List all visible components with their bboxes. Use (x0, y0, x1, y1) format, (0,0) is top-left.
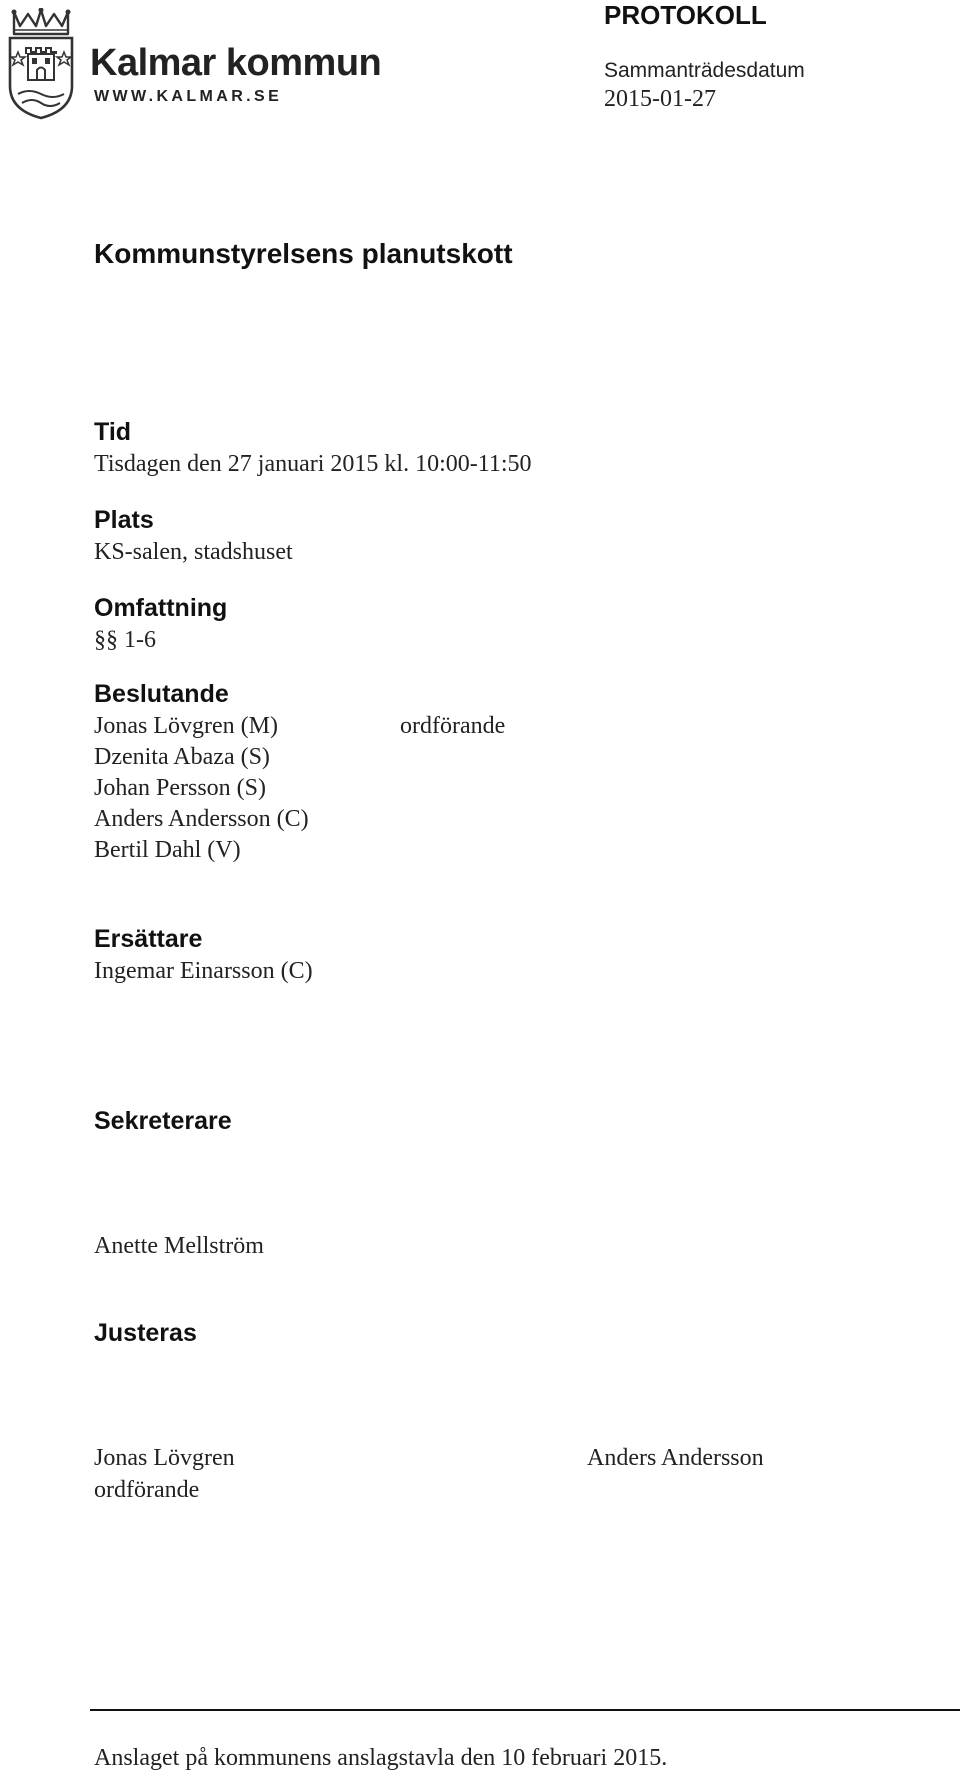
justeras-heading: Justeras (94, 1319, 197, 1347)
kalmar-coat-of-arms-icon (6, 8, 76, 120)
footer-notice: Anslaget på kommunens anslagstavla den 10 februari 2015. (94, 1745, 668, 1771)
beslutande-heading: Beslutande (94, 680, 229, 708)
beslutande-member: Jonas Lövgren (M) (94, 713, 278, 739)
ersattare-heading: Ersättare (94, 925, 203, 953)
meeting-date: 2015-01-27 (604, 86, 716, 112)
org-url: WWW.KALMAR.SE (94, 88, 283, 105)
beslutande-member: Bertil Dahl (V) (94, 837, 241, 863)
beslutande-member: Dzenita Abaza (S) (94, 744, 270, 770)
justeras-signer1-name: Jonas Lövgren (94, 1445, 235, 1471)
ersattare-member: Ingemar Einarsson (C) (94, 958, 313, 984)
tid-heading: Tid (94, 418, 132, 446)
tid-value: Tisdagen den 27 januari 2015 kl. 10:00-11:50 (94, 451, 532, 477)
omfattning-range: 1-6 (124, 627, 156, 653)
beslutande-member: Johan Persson (S) (94, 775, 266, 801)
justeras-signer1-role: ordförande (94, 1477, 200, 1503)
beslutande-member: Anders Andersson (C) (94, 806, 309, 832)
paragraph-symbol: §§ (94, 627, 118, 653)
document-type: PROTOKOLL (604, 0, 767, 30)
sekreterare-heading: Sekreterare (94, 1107, 232, 1135)
committee-title: Kommunstyrelsens planutskott (94, 238, 513, 269)
meeting-date-label: Sammanträdesdatum (604, 59, 805, 82)
omfattning-heading: Omfattning (94, 594, 228, 622)
omfattning-value (94, 627, 156, 654)
beslutande-member-role: ordförande (400, 713, 506, 739)
sekreterare-name: Anette Mellström (94, 1233, 264, 1259)
justeras-signer2-name: Anders Andersson (587, 1445, 764, 1471)
footer-divider (90, 1709, 960, 1711)
org-name: Kalmar kommun (90, 42, 382, 84)
plats-value: KS-salen, stadshuset (94, 539, 293, 565)
plats-heading: Plats (94, 506, 154, 534)
